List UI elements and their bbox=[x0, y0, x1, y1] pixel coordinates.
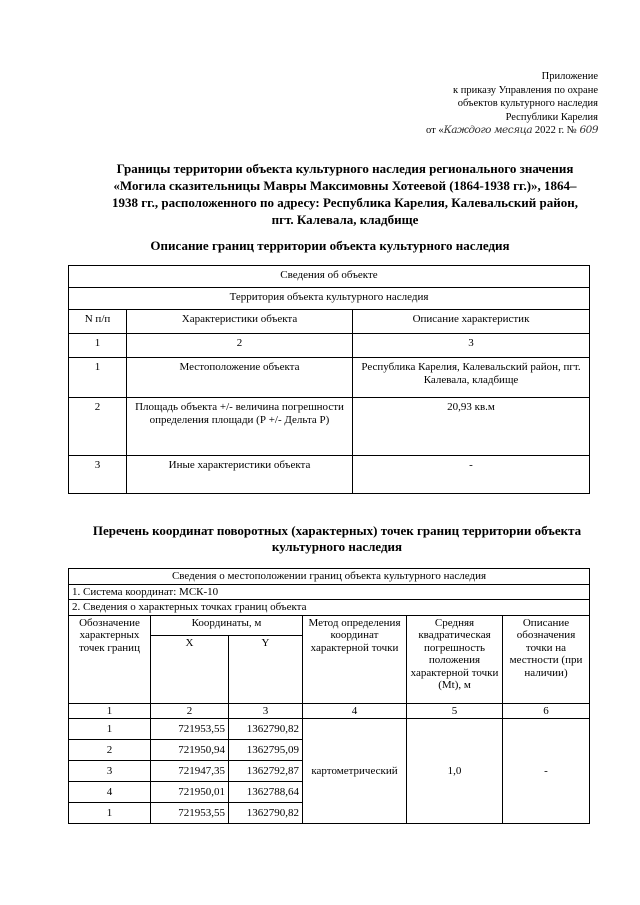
cell: 1 bbox=[69, 358, 127, 398]
table-row bbox=[69, 358, 590, 398]
appendix-line: к приказу Управления по охране bbox=[453, 84, 598, 96]
coordinates-table bbox=[68, 568, 590, 824]
boundary-description-title: Описание границ территории объекта культурного наследия bbox=[150, 238, 510, 253]
column-number: 2 bbox=[127, 334, 353, 358]
cell: 3 bbox=[69, 456, 127, 494]
point-x: 721953,55 bbox=[151, 803, 229, 824]
table-header: Сведения об объекте bbox=[69, 266, 590, 288]
point-x: 721953,55 bbox=[151, 719, 229, 740]
cell: 20,93 кв.м bbox=[353, 398, 590, 456]
point-id: 1 bbox=[69, 803, 151, 824]
appendix-header bbox=[358, 70, 598, 138]
column-header: Метод определения координат характерной точки bbox=[303, 615, 407, 703]
column-number: 3 bbox=[353, 334, 590, 358]
description-cell: - bbox=[503, 719, 590, 824]
cell: Площадь объекта +/- величина погрешности определения площади (Р +/- Дельта Р) bbox=[127, 398, 353, 456]
points-header: 2. Сведения о характерных точках границ объекта bbox=[69, 600, 590, 616]
date-year: 2022 г. № bbox=[534, 125, 577, 136]
column-number: 5 bbox=[407, 703, 503, 719]
point-y: 1362795,09 bbox=[229, 740, 303, 761]
column-header: Y bbox=[229, 635, 303, 703]
point-id: 2 bbox=[69, 740, 151, 761]
cell: 2 bbox=[69, 398, 127, 456]
error-cell: 1,0 bbox=[407, 719, 503, 824]
table-row bbox=[69, 456, 590, 494]
point-x: 721950,01 bbox=[151, 782, 229, 803]
table-row bbox=[69, 398, 590, 456]
coordinate-system: 1. Система координат: МСК-10 bbox=[69, 584, 590, 600]
column-number: 6 bbox=[503, 703, 590, 719]
column-number: 2 bbox=[151, 703, 229, 719]
cell: Республика Карелия, Калевальский район, пгт. Калевала, кладбище bbox=[353, 358, 590, 398]
column-header: Средняя квадратическая погрешность положения характерной точки (Mt), м bbox=[407, 615, 503, 703]
point-id: 4 bbox=[69, 782, 151, 803]
cell: Местоположение объекта bbox=[127, 358, 353, 398]
column-header: Обозначение характерных точек границ bbox=[69, 615, 151, 703]
column-header: N п/п bbox=[69, 310, 127, 334]
cell: Иные характеристики объекта bbox=[127, 456, 353, 494]
coordinates-section-title: Перечень координат поворотных (характерных) точек границ территории объекта культурного наследия bbox=[92, 523, 582, 554]
column-header: Координаты, м bbox=[151, 615, 303, 635]
date-handwritten: Каждого месяца bbox=[443, 124, 533, 136]
column-header: X bbox=[151, 635, 229, 703]
column-number: 3 bbox=[229, 703, 303, 719]
column-number: 1 bbox=[69, 334, 127, 358]
column-header: Описание обозначения точки на местности (при наличии) bbox=[503, 615, 590, 703]
table-header: Сведения о местоположении границ объекта культурного наследия bbox=[69, 569, 590, 585]
point-x: 721947,35 bbox=[151, 761, 229, 782]
column-number: 1 bbox=[69, 703, 151, 719]
order-number: 609 bbox=[579, 124, 598, 136]
point-y: 1362792,87 bbox=[229, 761, 303, 782]
point-y: 1362788,64 bbox=[229, 782, 303, 803]
point-y: 1362790,82 bbox=[229, 803, 303, 824]
table-row bbox=[69, 719, 590, 740]
appendix-line: объектов культурного наследия bbox=[457, 98, 598, 109]
appendix-date bbox=[358, 124, 598, 138]
table-header: Территория объекта культурного наследия bbox=[69, 288, 590, 310]
column-header: Описание характеристик bbox=[353, 310, 590, 334]
cell: - bbox=[353, 456, 590, 494]
column-header: Характеристики объекта bbox=[127, 310, 353, 334]
point-id: 3 bbox=[69, 761, 151, 782]
point-x: 721950,94 bbox=[151, 740, 229, 761]
appendix-line: Приложение bbox=[541, 71, 598, 82]
document-title: Границы территории объекта культурного наследия регионального значения «Могила сказительницы Мавры Максимовны Хотеевой (1864-1938 гг.)», 1864–1938 гг., расположенного по адресу: Республика Карелия, Калевальский район, пгт. Калевала, кладбище bbox=[112, 161, 578, 227]
column-number: 4 bbox=[303, 703, 407, 719]
appendix-line: Республики Карелия bbox=[505, 111, 598, 123]
object-info-table bbox=[68, 265, 590, 494]
date-prefix: от « bbox=[426, 125, 444, 136]
method-cell: картометрический bbox=[303, 719, 407, 824]
point-id: 1 bbox=[69, 719, 151, 740]
point-y: 1362790,82 bbox=[229, 719, 303, 740]
